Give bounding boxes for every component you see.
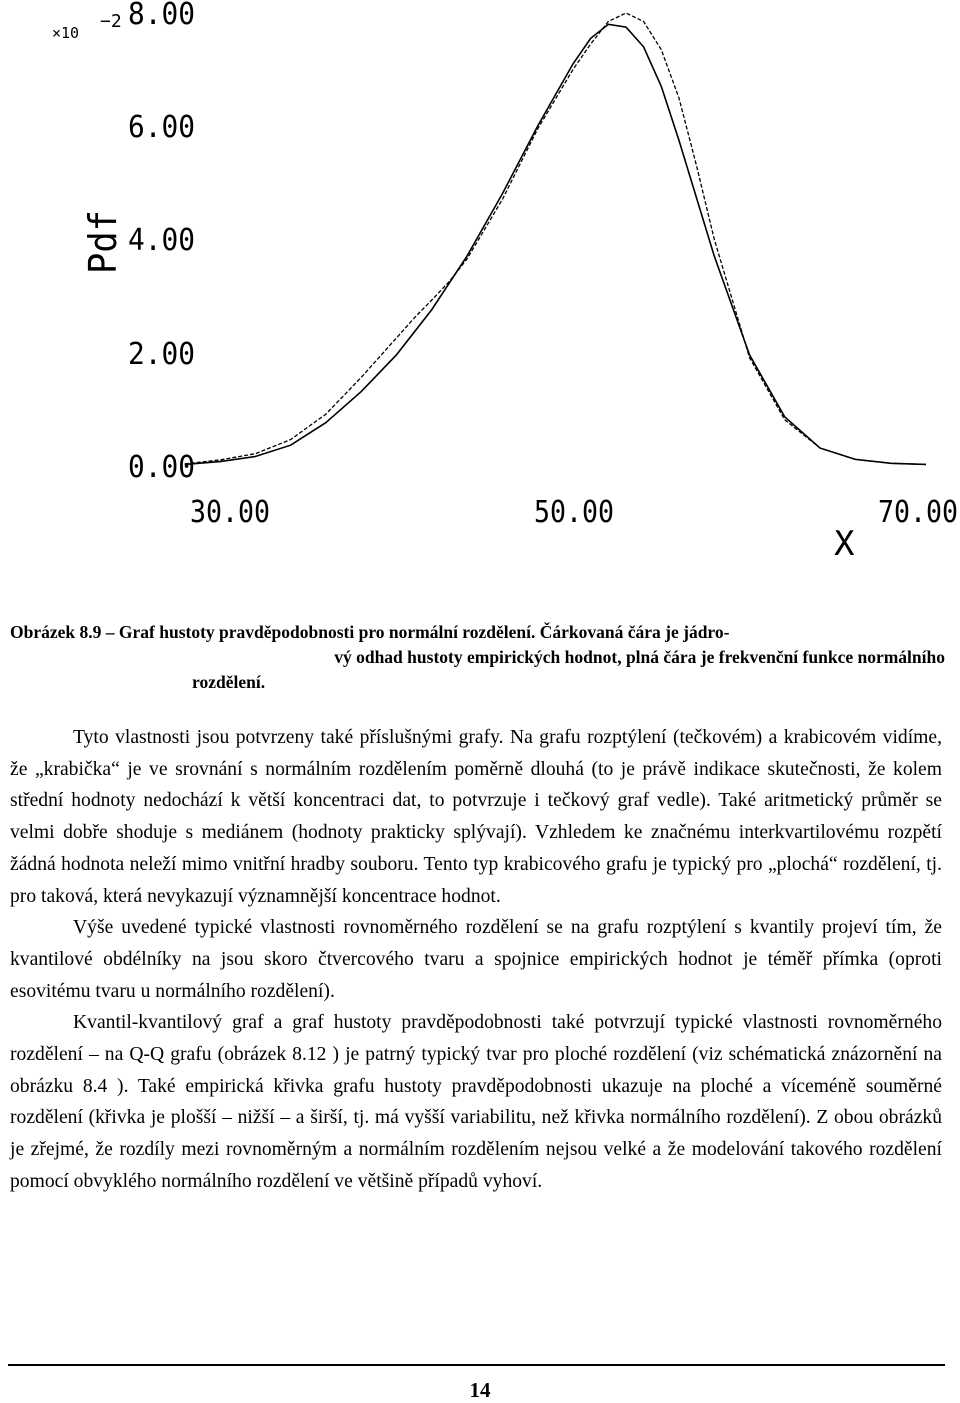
x-tick-label: 70.00 — [878, 495, 958, 530]
caption-label: Obrázek 8.9 — [10, 622, 102, 642]
paragraph: Kvantil-kvantilový graf a graf hustoty pravděpodobnosti také potvrzují typické vlastnosti rovnoměrného rozdělení – na Q-Q grafu (obrázek 8.12 ) je patrný typický tvar pro ploché rozdělení (viz schématická znázornění na obrázku 8.4 ). Také empirická křivka grafu hustoty pravděpodobnosti ukazuje na ploché a víceméně souměrné rozdělení (křivka je plošší – nižší – a širší, tj. má vyšší variabilitu, než křivka normálního rozdělení). Z obou obrázků je zřejmé, že rozdíly mezi rovnoměrným a normálním rozdělením nejsou velké a že modelování takového rozdělení pomocí obvyklého normálního rozdělení ve většině případů vyhoví. — [10, 1012, 942, 1192]
caption-line-1: Graf hustoty pravděpodobnosti pro normální rozdělení. Čárkovaná čára je jádro- — [118, 622, 730, 642]
caption-line-3: rozdělení. — [192, 672, 266, 692]
pdf-chart — [0, 0, 960, 580]
x-axis-label: X — [834, 524, 855, 564]
normal-density-line — [185, 24, 926, 464]
paragraph: Výše uvedené typické vlastnosti rovnoměrného rozdělení se na grafu rozptýlení s kvantily projeví tím, že kvantilové obdélníky na jsou skoro čtvercového tvaru a spojnice empirických hodnot je téměř přímka (oproti esovitému tvaru u normálního rozdělení). — [10, 917, 942, 1002]
y-scale-label: ×10 — [52, 24, 80, 42]
kernel-density-line — [185, 13, 926, 464]
x-tick-label: 30.00 — [190, 495, 270, 530]
body-text — [10, 722, 942, 1198]
y-tick-label: 2.00 — [128, 337, 195, 372]
y-tick-label: 6.00 — [128, 110, 195, 145]
y-axis-label: Pdf — [81, 205, 125, 274]
figure-caption: Obrázek 8.9 – Graf hustoty pravděpodobnosti pro normální rozdělení. Čárkovaná čára je jádro- vý odhad hustoty empirických hodnot, plná čára je frekvenční funkce normálního rozdělení. — [10, 620, 945, 695]
y-tick-label: 4.00 — [128, 223, 195, 258]
footer-rule — [8, 1364, 945, 1366]
y-tick-label: 0.00 — [128, 450, 195, 485]
y-tick-label: 8.00 — [128, 0, 195, 32]
paragraph: Tyto vlastnosti jsou potvrzeny také příslušnými grafy. Na grafu rozptýlení (tečkovém) a krabicovém vidíme, že „krabička“ je ve srovnání s normálním rozdělením poměrně dlouhá (to je právě indikace skutečnosti, že kolem střední hodnoty nedochází k větší koncentraci dat, to potvrzuje i tečkový graf vedle). Také aritmetický průměr se velmi dobře shoduje s mediánem (hodnoty prakticky splývají). Vzhledem ke značnému interkvartilovému rozpětí žádná hodnota neleží mimo vnitřní hradby souboru. Tento typ krabicového grafu je typický pro „plochá“ rozdělení, tj. pro taková, která nevykazují významnější koncentrace hodnot. — [10, 727, 942, 907]
page-number: 14 — [469, 1378, 491, 1402]
caption-line-2: vý odhad hustoty empirických hodnot, plná čára je frekvenční funkce normálního — [334, 647, 945, 667]
y-scale-exponent: −2 — [100, 11, 122, 32]
x-tick-label: 50.00 — [534, 495, 614, 530]
